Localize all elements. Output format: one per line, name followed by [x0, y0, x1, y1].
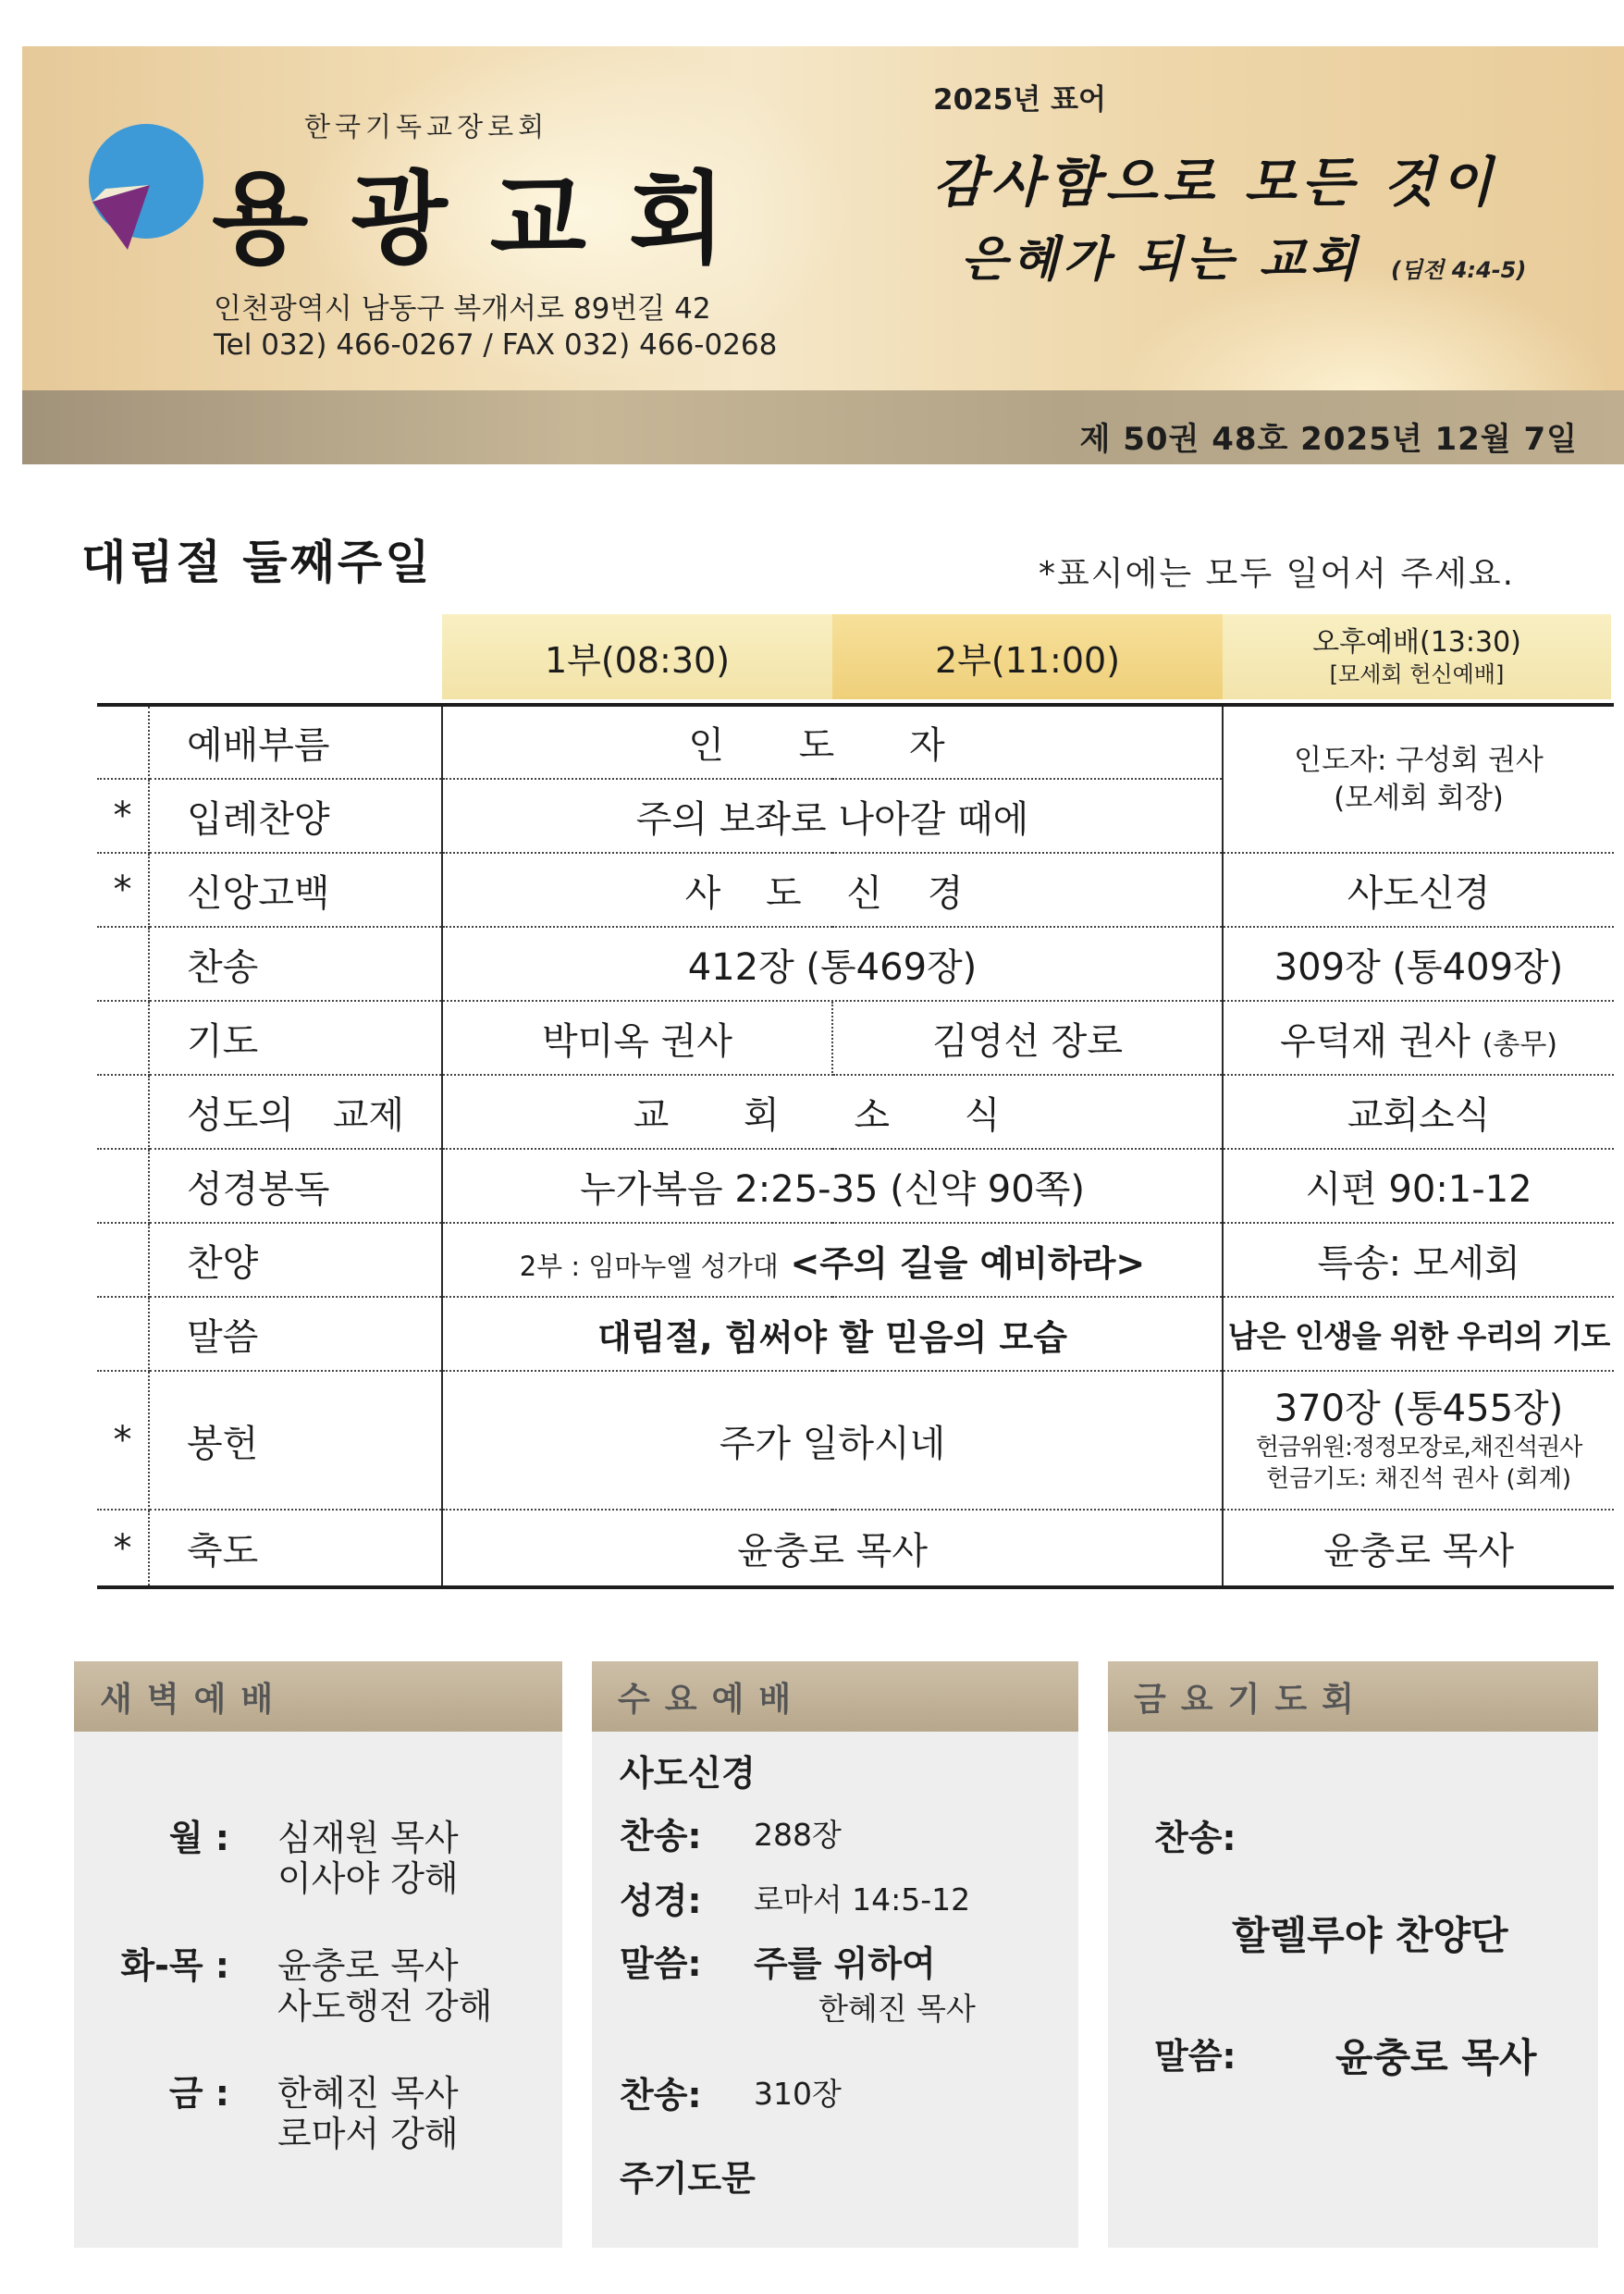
row-label: 성도의 교제	[149, 1075, 442, 1149]
preacher: 윤충로 목사	[1335, 2035, 1537, 2080]
church-logo	[74, 120, 203, 250]
row-label: 봉헌	[149, 1371, 442, 1510]
first-service-cell: 박미옥 권사	[442, 1001, 832, 1075]
morning-cell: 사 도 신 경	[442, 853, 1223, 927]
church-phone: Tel 032) 466-0267 / FAX 032) 466-0268	[214, 328, 778, 362]
motto-label: 2025년 표어	[933, 83, 1106, 117]
second-service-cell: 김영선 장로	[832, 1001, 1223, 1075]
row-label: 기도	[149, 1001, 442, 1075]
panel-title: 새벽예배	[74, 1661, 562, 1732]
sermon-label: 말씀:	[620, 1943, 702, 1984]
table-row	[97, 1001, 1614, 1075]
row-label: 예배부름	[149, 705, 442, 779]
morning-cell: 인 도 자	[442, 705, 1223, 779]
sunday-title: 대림절 둘째주일	[81, 536, 433, 589]
morning-cell: 2부 : 임마누엘 성가대 <주의 길을 예비하라>	[442, 1223, 1223, 1297]
day-label: 화-목 :	[120, 1945, 229, 1986]
morning-cell: 교 회 소 식	[442, 1075, 1223, 1149]
preacher: 윤충로 목사	[277, 1945, 459, 1986]
denomination: 한국기독교장로회	[304, 111, 549, 142]
column-header-first-service: 1부(08:30)	[442, 614, 832, 699]
table-row	[97, 1075, 1614, 1149]
row-label: 말씀	[149, 1297, 442, 1371]
hymn: 288장	[754, 1817, 842, 1853]
sermon-label: 말씀:	[1154, 2036, 1236, 2077]
afternoon-cell: 인도자: 구성회 권사 (모세회 회장)	[1223, 705, 1614, 853]
stand-marker: *	[97, 779, 149, 853]
row-label: 성경봉독	[149, 1149, 442, 1223]
scripture: 로마서 14:5-12	[754, 1881, 971, 1918]
table-row	[97, 1149, 1614, 1223]
sermon-title-cell: 대림절, 힘써야 할 믿음의 모습	[442, 1297, 1223, 1371]
motto-reference: (딤전 4:4-5)	[1391, 257, 1527, 283]
dawn-service-panel	[74, 1661, 562, 2248]
preacher: 한혜진 목사	[818, 1991, 976, 2027]
table-row	[97, 853, 1614, 927]
hymn-label: 찬송:	[1154, 1818, 1236, 1858]
afternoon-service-time: 오후예배(13:30)	[1312, 625, 1521, 659]
hymn-label: 찬송:	[620, 2075, 702, 2115]
row-label: 찬양	[149, 1223, 442, 1297]
hymn: 310장	[754, 2076, 842, 2112]
table-row	[97, 705, 1614, 779]
morning-cell: 주가 일하시네	[442, 1371, 1223, 1510]
table-row	[97, 1297, 1614, 1371]
column-header-second-service: 2부(11:00)	[832, 614, 1223, 699]
panel-title: 수요예배	[592, 1661, 1078, 1732]
stand-marker	[97, 1149, 149, 1223]
afternoon-sermon-cell: 남은 인생을 위한 우리의 기도	[1223, 1297, 1614, 1371]
order-of-worship-table	[97, 703, 1614, 1589]
preacher: 심재원 목사	[277, 1818, 459, 1858]
table-row	[97, 1223, 1614, 1297]
preacher: 한혜진 목사	[277, 2073, 459, 2114]
row-label: 입례찬양	[149, 779, 442, 853]
row-label: 신앙고백	[149, 853, 442, 927]
stand-marker	[97, 1223, 149, 1297]
stand-marker	[97, 1075, 149, 1149]
closing-prayer: 주기도문	[620, 2158, 756, 2199]
wednesday-service-panel	[592, 1661, 1078, 2248]
motto-line-1: 감사함으로 모든 것이	[933, 151, 1498, 214]
stand-note: *표시에는 모두 일어서 주세요.	[1039, 555, 1516, 593]
row-label: 찬송	[149, 927, 442, 1001]
afternoon-service-subtitle: [모세회 헌신예배]	[1329, 660, 1505, 687]
morning-cell: 412장 (통469장)	[442, 927, 1223, 1001]
series: 사도행전 강해	[277, 1986, 493, 2027]
afternoon-cell: 교회소식	[1223, 1075, 1614, 1149]
row-label: 축도	[149, 1510, 442, 1587]
column-header-afternoon-service	[1223, 614, 1611, 699]
table-row	[97, 927, 1614, 1001]
afternoon-cell: 시편 90:1-12	[1223, 1149, 1614, 1223]
hymn-label: 찬송:	[620, 1816, 702, 1856]
church-name: 용광교회	[212, 162, 769, 278]
series: 이사야 강해	[277, 1858, 459, 1899]
table-row	[97, 1371, 1614, 1510]
issue-number: 제 50권 48호 2025년 12월 7일	[1079, 421, 1578, 458]
stand-marker	[97, 1297, 149, 1371]
stand-marker	[97, 927, 149, 1001]
series: 로마서 강해	[277, 2114, 459, 2154]
day-label: 월 :	[168, 1818, 229, 1858]
stand-marker: *	[97, 1510, 149, 1587]
sermon: 주를 위하여	[754, 1943, 936, 1984]
table-row	[97, 1510, 1614, 1587]
afternoon-cell: 사도신경	[1223, 853, 1614, 927]
stand-marker: *	[97, 853, 149, 927]
afternoon-cell: 특송: 모세회	[1223, 1223, 1614, 1297]
motto-line-2: 은혜가 되는 교회	[961, 231, 1361, 288]
morning-cell: 누가복음 2:25-35 (신약 90쪽)	[442, 1149, 1223, 1223]
creed: 사도신경	[620, 1753, 756, 1794]
afternoon-cell: 우덕재 권사 (총무)	[1223, 1001, 1614, 1075]
afternoon-cell: 370장 (통455장) 헌금위원:정정모장로,채진석권사 헌금기도: 채진석 권사 (회계)	[1223, 1371, 1614, 1510]
bulletin-header	[22, 46, 1624, 464]
morning-cell: 윤충로 목사	[442, 1510, 1223, 1587]
scripture-label: 성경:	[620, 1881, 702, 1921]
stand-marker	[97, 705, 149, 779]
praise-team: 할렐루야 찬양단	[1232, 1913, 1508, 1958]
afternoon-cell: 윤충로 목사	[1323, 1530, 1514, 1572]
panel-title: 금요기도회	[1108, 1661, 1598, 1732]
stand-marker	[97, 1001, 149, 1075]
day-label: 금 :	[168, 2073, 229, 2114]
friday-prayer-panel	[1108, 1661, 1598, 2248]
church-address: 인천광역시 남동구 복개서로 89번길 42	[214, 292, 711, 326]
morning-cell: 주의 보좌로 나아갈 때에	[442, 779, 1223, 853]
stand-marker: *	[97, 1371, 149, 1510]
afternoon-cell: 309장 (통409장)	[1223, 927, 1614, 1001]
